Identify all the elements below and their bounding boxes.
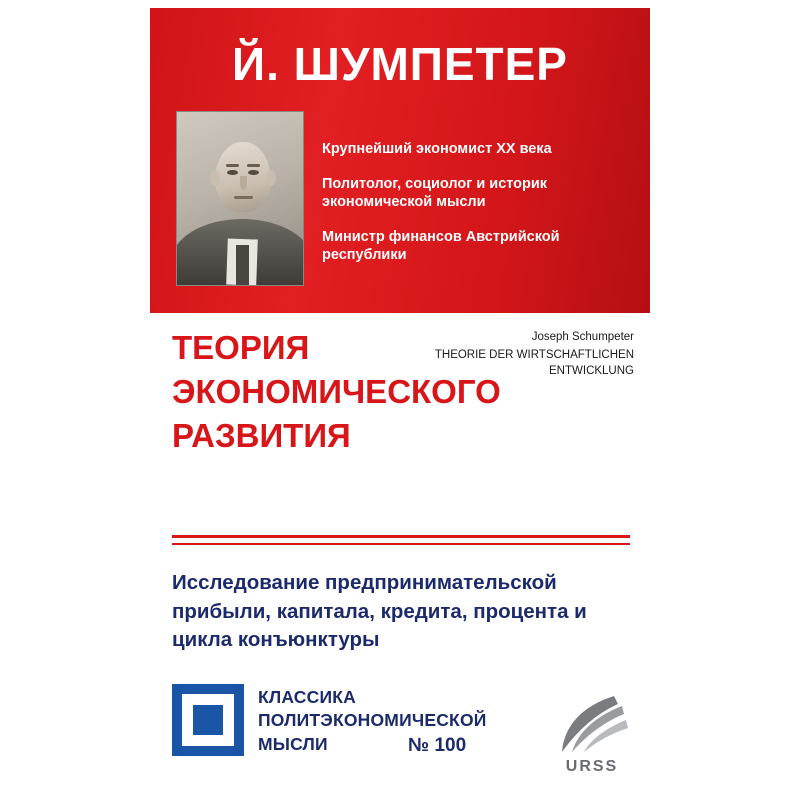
author-name: Й. ШУМПЕТЕР [232, 38, 568, 90]
portrait-brow-left [226, 164, 239, 167]
portrait-eye-right [248, 170, 259, 175]
series-title [258, 686, 508, 756]
author-blurb-1: Крупнейший экономист XX века [322, 141, 552, 157]
title-line-2: ЭКОНОМИЧЕСКОГО [172, 372, 501, 410]
book-cover [150, 8, 650, 792]
author-blurb-3: Министр финансов Австрийской республики [322, 228, 560, 264]
publisher-block [546, 694, 638, 776]
original-author-name: Joseph Schumpeter [531, 331, 634, 343]
series-logo-icon [172, 684, 244, 756]
series-number: № 100 [408, 735, 467, 756]
original-title-block [392, 330, 634, 380]
divider-rules [172, 535, 630, 545]
publisher-swoosh-icon [546, 694, 638, 756]
portrait-brow-right [247, 164, 260, 167]
divider-rule-thin [172, 543, 630, 545]
original-title-line-1: THEORIE DER WIRTSCHAFTLICHEN [434, 348, 634, 361]
title-line-1: ТЕОРИЯ [172, 329, 310, 366]
author-portrait-photo [176, 111, 304, 286]
book-subtitle: Исследование предпринимательской прибыли, капитала, кредита, процента и цикла конъюнктуры [172, 571, 587, 652]
series-title-line-2: ПОЛИТЭКОНОМИЧЕСКОЙ [258, 710, 487, 731]
author-blurb-2: Политолог, социолог и историк экономической мысли [322, 175, 548, 211]
series-logo-inner-blue [193, 705, 223, 735]
series-title-line-3: МЫСЛИ [258, 733, 328, 754]
divider-rule-thick [172, 535, 630, 538]
series-title-line-1: КЛАССИКА [258, 687, 356, 707]
portrait-ear-right [266, 170, 276, 186]
cover-top-band [150, 8, 650, 313]
portrait-mouth [234, 196, 253, 199]
author-blurb-list [322, 140, 632, 281]
portrait-tie [236, 245, 249, 285]
portrait-ear-left [210, 170, 220, 186]
portrait-eye-left [227, 170, 238, 175]
publisher-name: URSS [565, 758, 619, 775]
original-title-line-2: ENTWICKLUNG [549, 364, 634, 377]
portrait-nose [240, 176, 247, 190]
title-line-3: РАЗВИТИЯ [172, 416, 351, 454]
series-logo-inner-white [182, 694, 234, 746]
